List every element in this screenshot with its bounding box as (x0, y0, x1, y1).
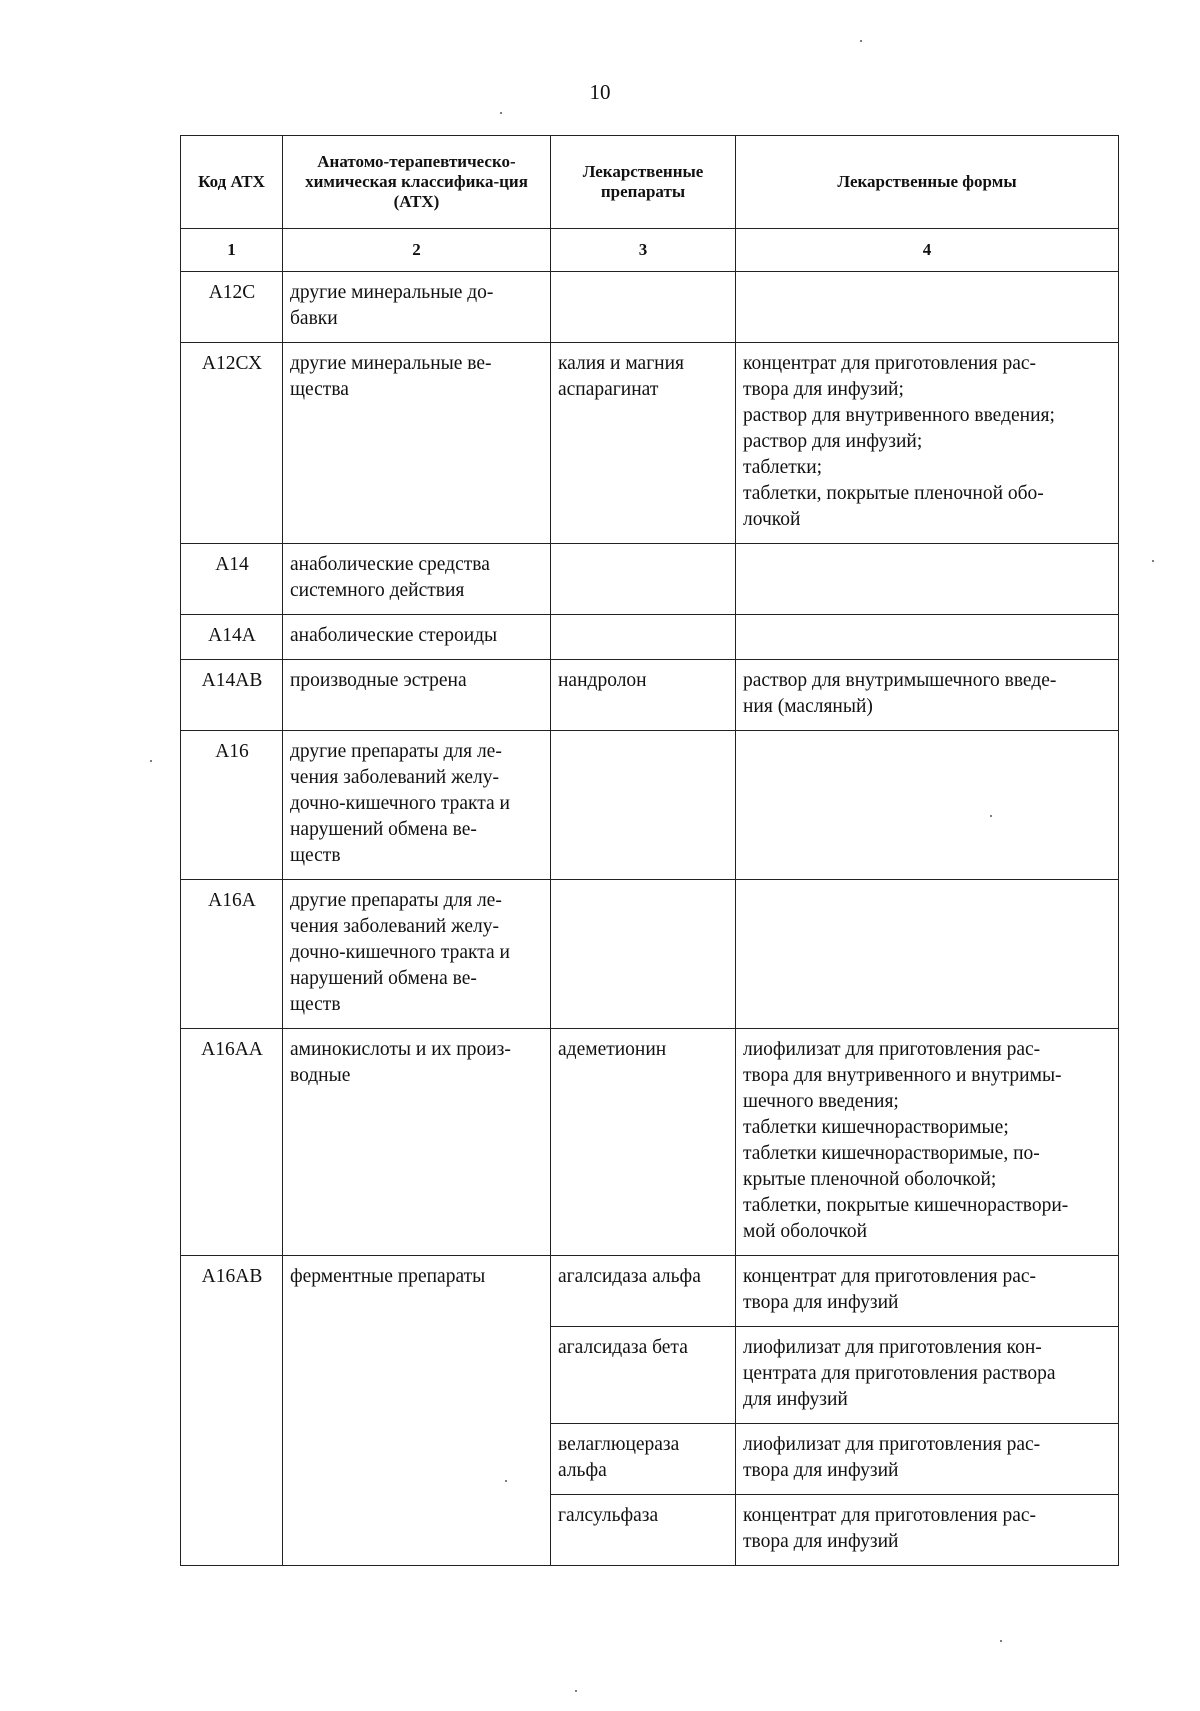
drug-name (551, 1029, 736, 1256)
dosage-forms (736, 343, 1119, 544)
cell-line: бавки (290, 308, 338, 329)
cell-line: концентрат для приготовления рас- (743, 1266, 1036, 1287)
cell-line: водные (290, 1065, 351, 1086)
cell-line: производные эстрена (290, 670, 467, 691)
dosage-forms (736, 731, 1119, 880)
cell-line: твора для инфузий (743, 1531, 899, 1552)
cell-line: галсульфаза (558, 1505, 659, 1526)
cell-line: аспарагинат (558, 379, 659, 400)
atx-classification (283, 660, 551, 731)
atx-classification (283, 731, 551, 880)
scan-speck (505, 1480, 507, 1482)
cell-line: шечного введения; (743, 1091, 899, 1112)
cell-line: лиофилизат для приготовления кон- (743, 1337, 1042, 1358)
dosage-forms (736, 1327, 1119, 1424)
cell-line: таблетки, покрытые пленочной обо- (743, 483, 1044, 504)
scan-speck (575, 1690, 577, 1692)
table-row (181, 731, 1119, 880)
cell-line: агалсидаза бета (558, 1337, 688, 1358)
table-row (181, 1029, 1119, 1256)
scan-speck (860, 40, 862, 42)
cell-line: ществ (290, 994, 341, 1015)
cell-line: щества (290, 379, 349, 400)
scan-speck (500, 112, 502, 114)
drug-name (551, 660, 736, 731)
table-row (181, 880, 1119, 1029)
atx-code: А16 (181, 731, 283, 880)
cell-line: анаболические стероиды (290, 625, 498, 646)
cell-line: лочкой (743, 509, 801, 530)
cell-line: дочно-кишечного тракта и (290, 793, 510, 814)
drug-name (551, 880, 736, 1029)
column-number-row (181, 229, 1119, 272)
cell-line: адеметионин (558, 1039, 667, 1060)
page-number: 10 (589, 80, 611, 104)
scan-speck (990, 815, 992, 817)
drug-name (551, 1256, 736, 1327)
cell-line: дочно-кишечного тракта и (290, 942, 510, 963)
atx-classification (283, 615, 551, 660)
drug-name (551, 1495, 736, 1566)
dosage-forms (736, 880, 1119, 1029)
drug-name (551, 1424, 736, 1495)
cell-line: таблетки, покрытые кишечнораствори- (743, 1195, 1069, 1216)
cell-line: твора для инфузий (743, 1292, 899, 1313)
column-number: 1 (181, 229, 283, 272)
cell-line: крытые пленочной оболочкой; (743, 1169, 997, 1190)
dosage-forms (736, 1256, 1119, 1327)
header-drugs: Лекарственные препараты (551, 136, 736, 229)
cell-line: твора для инфузий (743, 1460, 899, 1481)
cell-line: твора для внутривенного и внутримы- (743, 1065, 1062, 1086)
atx-code: А16АВ (181, 1256, 283, 1566)
table-row (181, 343, 1119, 544)
atx-table (180, 135, 1119, 1566)
drug-name (551, 343, 736, 544)
cell-line: чения заболеваний желу- (290, 916, 499, 937)
atx-classification (283, 880, 551, 1029)
cell-line: таблетки кишечнорастворимые; (743, 1117, 1009, 1138)
cell-line: ферментные препараты (290, 1266, 486, 1287)
cell-line: лиофилизат для приготовления рас- (743, 1039, 1041, 1060)
column-number: 4 (736, 229, 1119, 272)
cell-line: мой оболочкой (743, 1221, 868, 1242)
cell-line: альфа (558, 1460, 607, 1481)
atx-code: А16А (181, 880, 283, 1029)
cell-line: аминокислоты и их произ- (290, 1039, 511, 1060)
atx-code: А12С (181, 272, 283, 343)
cell-line: ществ (290, 845, 341, 866)
cell-line: нарушений обмена ве- (290, 968, 477, 989)
scan-speck (1000, 1640, 1002, 1642)
drug-name (551, 544, 736, 615)
column-number: 3 (551, 229, 736, 272)
cell-line: ния (масляный) (743, 696, 873, 717)
drug-name (551, 731, 736, 880)
cell-line: концентрат для приготовления рас- (743, 353, 1036, 374)
cell-line: раствор для инфузий; (743, 431, 923, 452)
header-code: Код АТХ (181, 136, 283, 229)
dosage-forms (736, 272, 1119, 343)
dosage-forms (736, 1424, 1119, 1495)
cell-line: другие препараты для ле- (290, 741, 502, 762)
table-row (181, 1256, 1119, 1327)
cell-line: центрата для приготовления раствора (743, 1363, 1056, 1384)
table-row (181, 615, 1119, 660)
atx-code: А12СХ (181, 343, 283, 544)
dosage-forms (736, 1029, 1119, 1256)
atx-classification (283, 544, 551, 615)
cell-line: анаболические средства (290, 554, 490, 575)
cell-line: лиофилизат для приготовления рас- (743, 1434, 1041, 1455)
table-row (181, 544, 1119, 615)
cell-line: концентрат для приготовления рас- (743, 1505, 1036, 1526)
cell-line: другие препараты для ле- (290, 890, 502, 911)
atx-code: А16АА (181, 1029, 283, 1256)
table-body (181, 229, 1119, 1566)
cell-line: таблетки; (743, 457, 823, 478)
cell-line: нарушений обмена ве- (290, 819, 477, 840)
dosage-forms (736, 1495, 1119, 1566)
atx-code: А14 (181, 544, 283, 615)
cell-line: для инфузий (743, 1389, 848, 1410)
atx-classification (283, 1029, 551, 1256)
cell-line: раствор для внутривенного введения; (743, 405, 1055, 426)
table-row (181, 272, 1119, 343)
cell-line: другие минеральные до- (290, 282, 494, 303)
cell-line: другие минеральные ве- (290, 353, 492, 374)
cell-line: калия и магния (558, 353, 685, 374)
header-forms: Лекарственные формы (736, 136, 1119, 229)
cell-line: раствор для внутримышечного введе- (743, 670, 1057, 691)
scan-speck (150, 760, 152, 762)
atx-classification (283, 343, 551, 544)
cell-line: системного действия (290, 580, 465, 601)
dosage-forms (736, 660, 1119, 731)
column-number: 2 (283, 229, 551, 272)
cell-line: чения заболеваний желу- (290, 767, 499, 788)
atx-code: А14А (181, 615, 283, 660)
dosage-forms (736, 544, 1119, 615)
table-row (181, 660, 1119, 731)
header-classification: Анатомо-терапевтическо-химическая классифика-ция (АТХ) (283, 136, 551, 229)
atx-code: А14АВ (181, 660, 283, 731)
cell-line: нандролон (558, 670, 647, 691)
atx-classification (283, 1256, 551, 1566)
cell-line: твора для инфузий; (743, 379, 904, 400)
cell-line: велаглюцераза (558, 1434, 680, 1455)
dosage-forms (736, 615, 1119, 660)
drug-name (551, 272, 736, 343)
cell-line: агалсидаза альфа (558, 1266, 701, 1287)
header-row (181, 136, 1119, 229)
drug-name (551, 1327, 736, 1424)
cell-line: таблетки кишечнорастворимые, по- (743, 1143, 1040, 1164)
scan-speck (1152, 560, 1154, 562)
drug-name (551, 615, 736, 660)
atx-classification (283, 272, 551, 343)
